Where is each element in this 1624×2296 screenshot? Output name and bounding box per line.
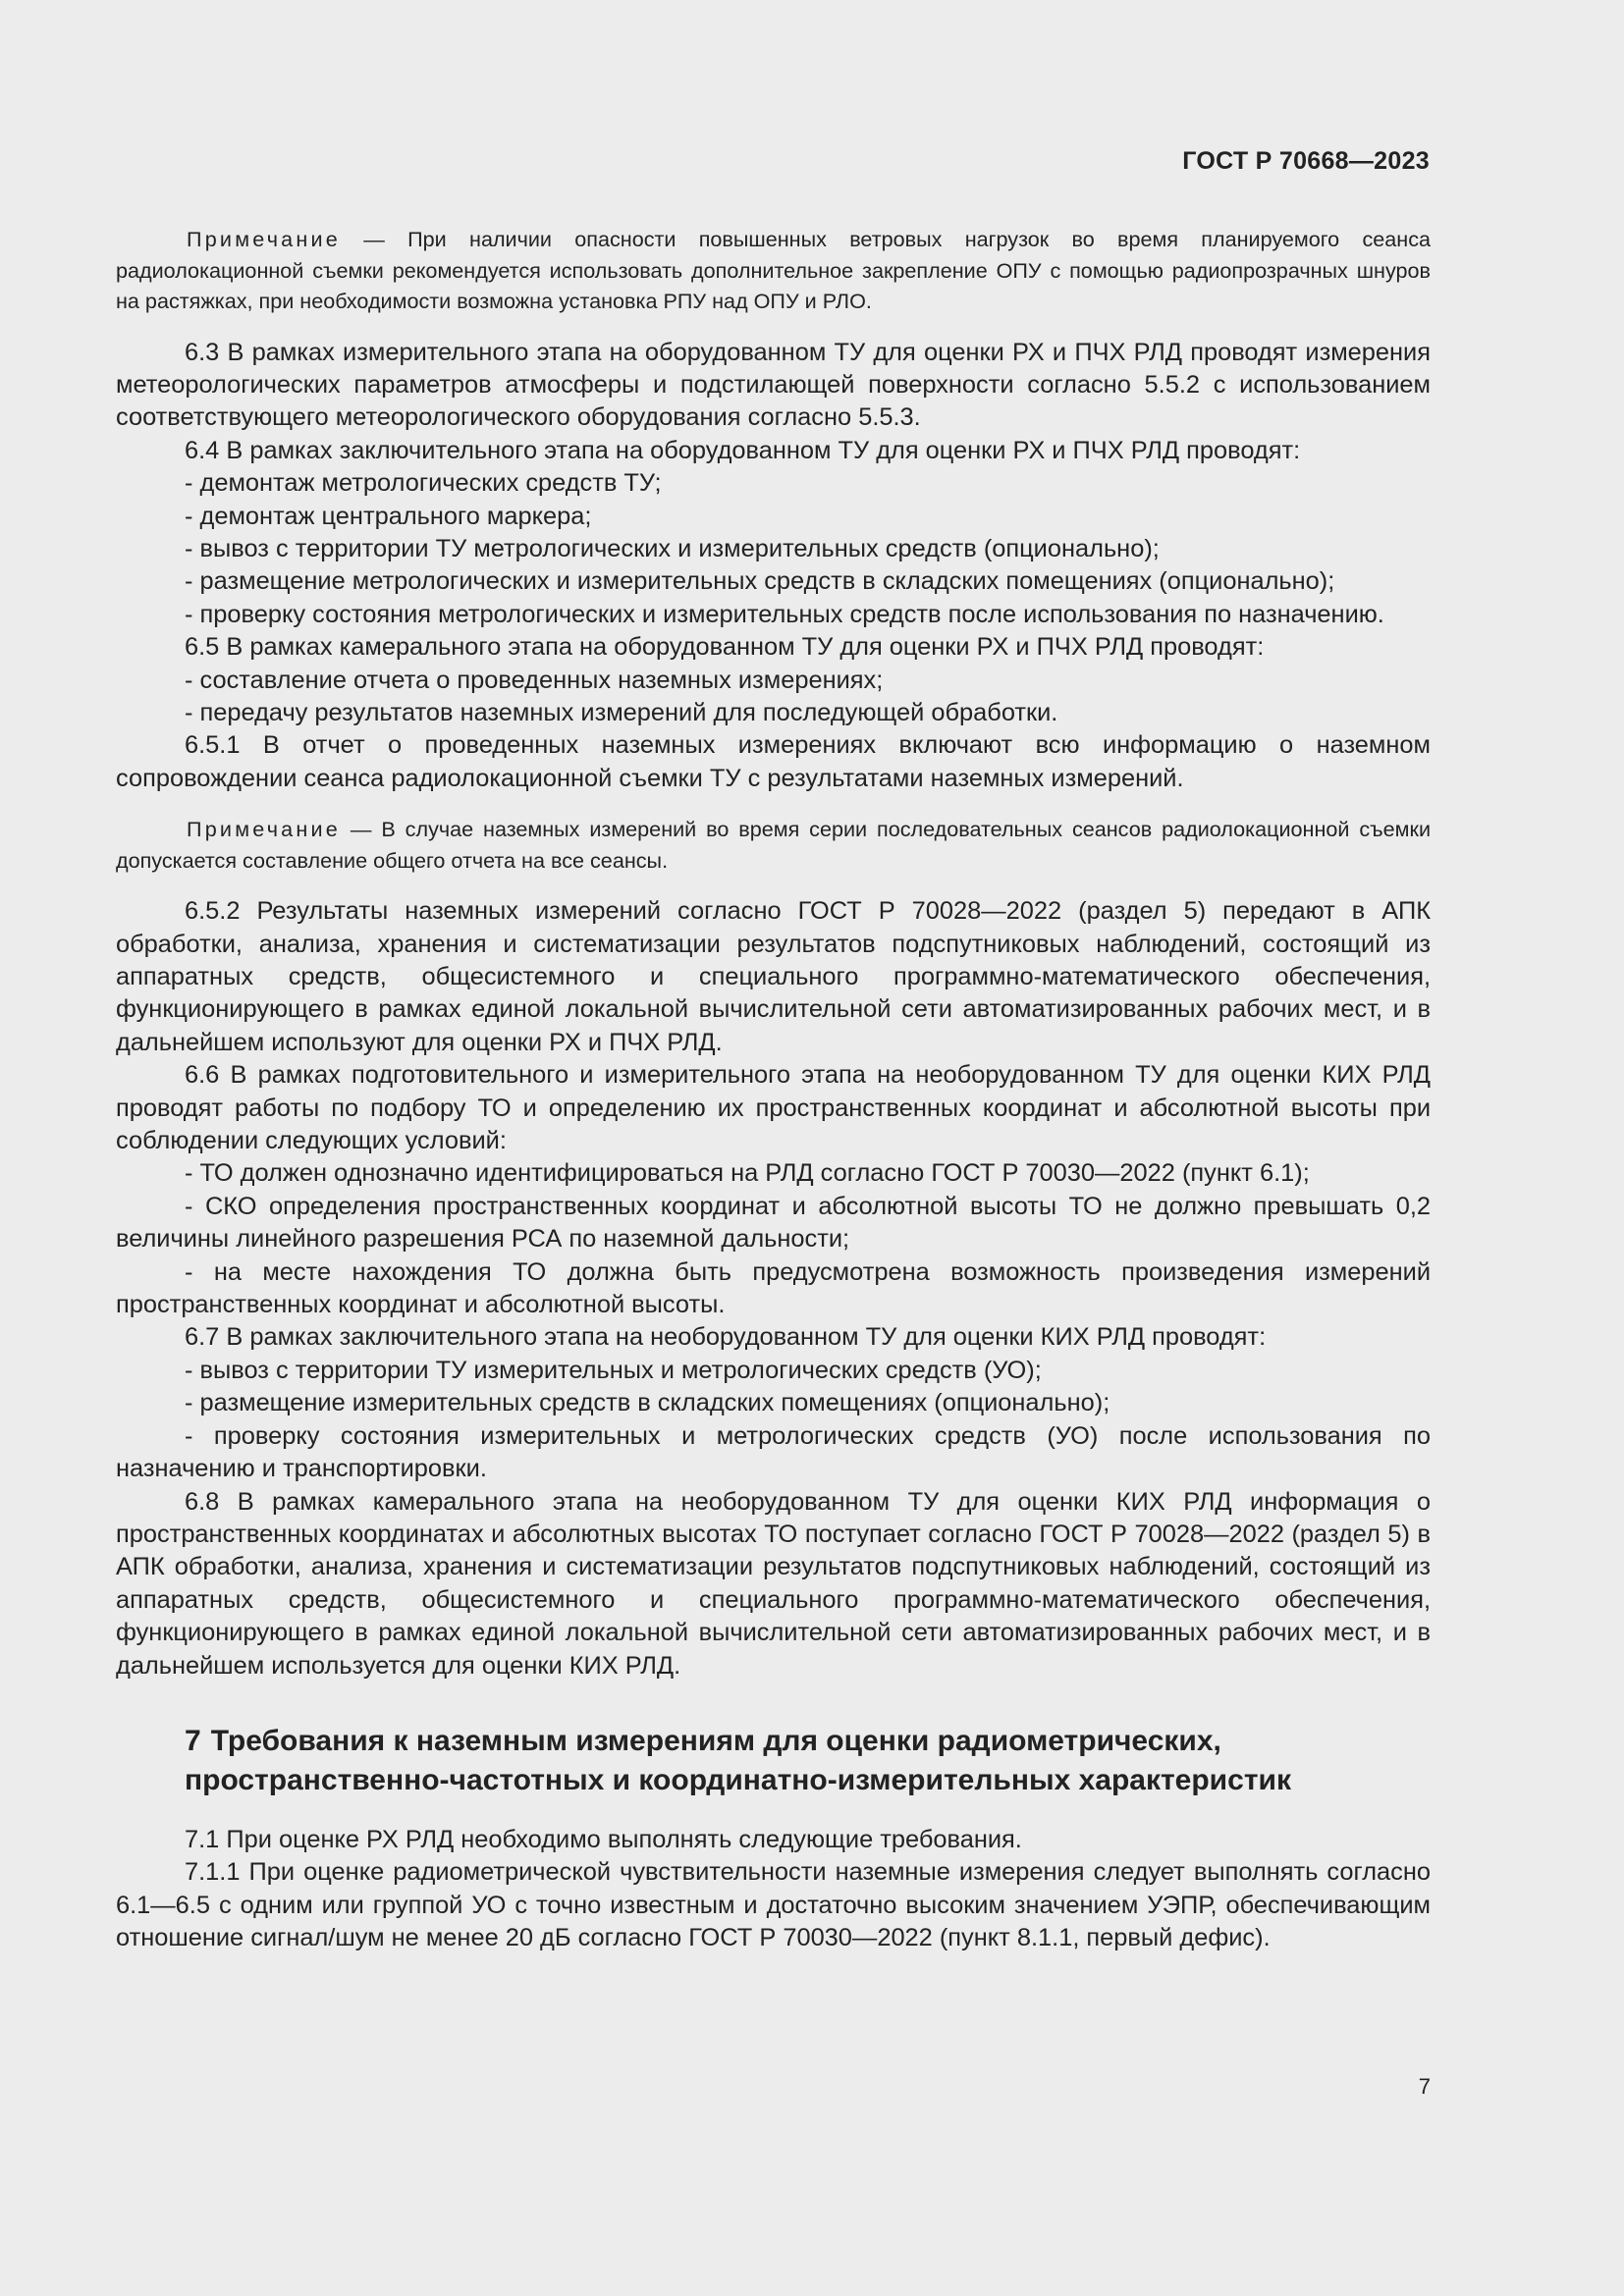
list-item: - демонтаж центрального маркера; <box>185 502 592 530</box>
list-item: - размещение измерительных средств в складских помещениях (опционально); <box>185 1389 1110 1417</box>
clause-6-5: 6.5 В рамках камерального этапа на оборудованном ТУ для оценки РХ и ПЧХ РЛД проводят: <box>185 633 1265 662</box>
clause-6-5-1: 6.5.1 В отчет о проведенных наземных измерениях включают всю информацию о наземном сопровождении сеанса радиолокационной съемки ТУ с результатами наземных измерений. <box>116 731 1431 792</box>
clause-7-1-1: 7.1.1 При оценке радиометрической чувствительности наземные измерения следует выполнять согласно 6.1—6.5 с одним или группой УО с точно известным и достаточно высоким значением УЭПР, обеспечивающим отношение сигнал/шум не менее 20 дБ согласно ГОСТ Р 70030—2022 (пункт 8.1.1, первый дефис). <box>116 1858 1431 1952</box>
page-number: 7 <box>1418 2074 1431 2099</box>
section-heading <box>116 1722 1431 1800</box>
list-item: - передачу результатов наземных измерений для последующей обработки. <box>185 698 1058 726</box>
note-text: — В случае наземных измерений во время серии последовательных сеансов радиолокационной съемки допускается составление общего отчета на все сеансы. <box>116 817 1431 873</box>
list-item: - проверку состояния измерительных и метрологических средств (УО) после использования по назначению и транспортировки. <box>116 1421 1431 1483</box>
document-body <box>116 224 1431 1955</box>
clause-6-6: 6.6 В рамках подготовительного и измерительного этапа на необорудованном ТУ для оценки КИХ РЛД проводят работы по подбору ТО и определению их пространственных координат и абсолютной высоты при соблюдении следующих условий: <box>116 1061 1431 1155</box>
list-item: - СКО определения пространственных координат и абсолютной высоты ТО не должно превышать 0,2 величины линейного разрешения РСА по наземной дальности; <box>116 1192 1431 1254</box>
list-item: - составление отчета о проведенных наземных измерениях; <box>185 666 884 694</box>
clause-7-1: 7.1 При оценке РХ РЛД необходимо выполнять следующие требования. <box>185 1825 1022 1853</box>
document-header: ГОСТ Р 70668—2023 <box>1182 147 1430 175</box>
clause-6-8: 6.8 В рамках камерального этапа на необорудованном ТУ для оценки КИХ РЛД информация о пространственных координатах и абсолютных высотах ТО поступает согласно ГОСТ Р 70028—2022 (раздел 5) в АПК обработки, анализа, хранения и систематизации результатов подспутниковых наблюдений, состоящий из аппаратных средств, общесистемного и специального программно-математического обеспечения, функционирующего в рамках единой локальной вычислительной сети автоматизированных рабочих мест, и в дальнейшем используется для оценки КИХ РЛД. <box>116 1487 1431 1680</box>
clause-6-3: 6.3 В рамках измерительного этапа на оборудованном ТУ для оценки РХ и ПЧХ РЛД проводят измерения метеорологических параметров атмосферы и подстилающей поверхности согласно 5.5.2 с использованием соответствующего метеорологического оборудования согласно 5.5.3. <box>116 338 1431 432</box>
list-item: - вывоз с территории ТУ метрологических и измерительных средств (опционально); <box>185 534 1160 562</box>
note-paragraph <box>116 814 1431 876</box>
note-paragraph <box>116 224 1431 317</box>
list-item: - проверку состояния метрологических и измерительных средств после использования по назначению. <box>185 600 1384 628</box>
list-item: - демонтаж метрологических средств ТУ; <box>185 469 662 498</box>
clause-6-5-2: 6.5.2 Результаты наземных измерений согласно ГОСТ Р 70028—2022 (раздел 5) передают в АПК обработки, анализа, хранения и систематизации результатов подспутниковых наблюдений, состоящий из аппаратных средств, общесистемного и специального программно-математического обеспечения, функционирующего в рамках единой локальной вычислительной сети автоматизированных рабочих мест, и в дальнейшем используют для оценки РХ и ПЧХ РЛД. <box>116 897 1431 1056</box>
clause-6-7: 6.7 В рамках заключительного этапа на необорудованном ТУ для оценки КИХ РЛД проводят: <box>185 1323 1267 1352</box>
list-item: - ТО должен однозначно идентифицироваться на РЛД согласно ГОСТ Р 70030—2022 (пункт 6.1); <box>185 1159 1310 1188</box>
list-item: - размещение метрологических и измерительных средств в складских помещениях (опционально); <box>185 567 1335 596</box>
list-item: - на месте нахождения ТО должна быть предусмотрена возможность произведения измерений пространственных координат и абсолютной высоты. <box>116 1257 1431 1319</box>
section-number: 7 <box>185 1724 201 1757</box>
note-label: Примечание <box>187 817 341 842</box>
list-item: - вывоз с территории ТУ измерительных и метрологических средств (УО); <box>185 1356 1042 1384</box>
section-title-text: Требования к наземным измерениям для оценки радиометрических, пространственно-частотных и координатно-измерительных характеристик <box>185 1724 1291 1796</box>
note-text: — При наличии опасности повышенных ветровых нагрузок во время планируемого сеанса радиолокационной съемки рекомендуется использовать дополнительное закрепление ОПУ с помощью радиопрозрачных шнуров на растяжках, при необходимости возможна установка РПУ над ОПУ и РЛО. <box>116 227 1431 313</box>
note-label: Примечание <box>187 227 341 251</box>
clause-6-4: 6.4 В рамках заключительного этапа на оборудованном ТУ для оценки РХ и ПЧХ РЛД проводят: <box>185 436 1301 464</box>
